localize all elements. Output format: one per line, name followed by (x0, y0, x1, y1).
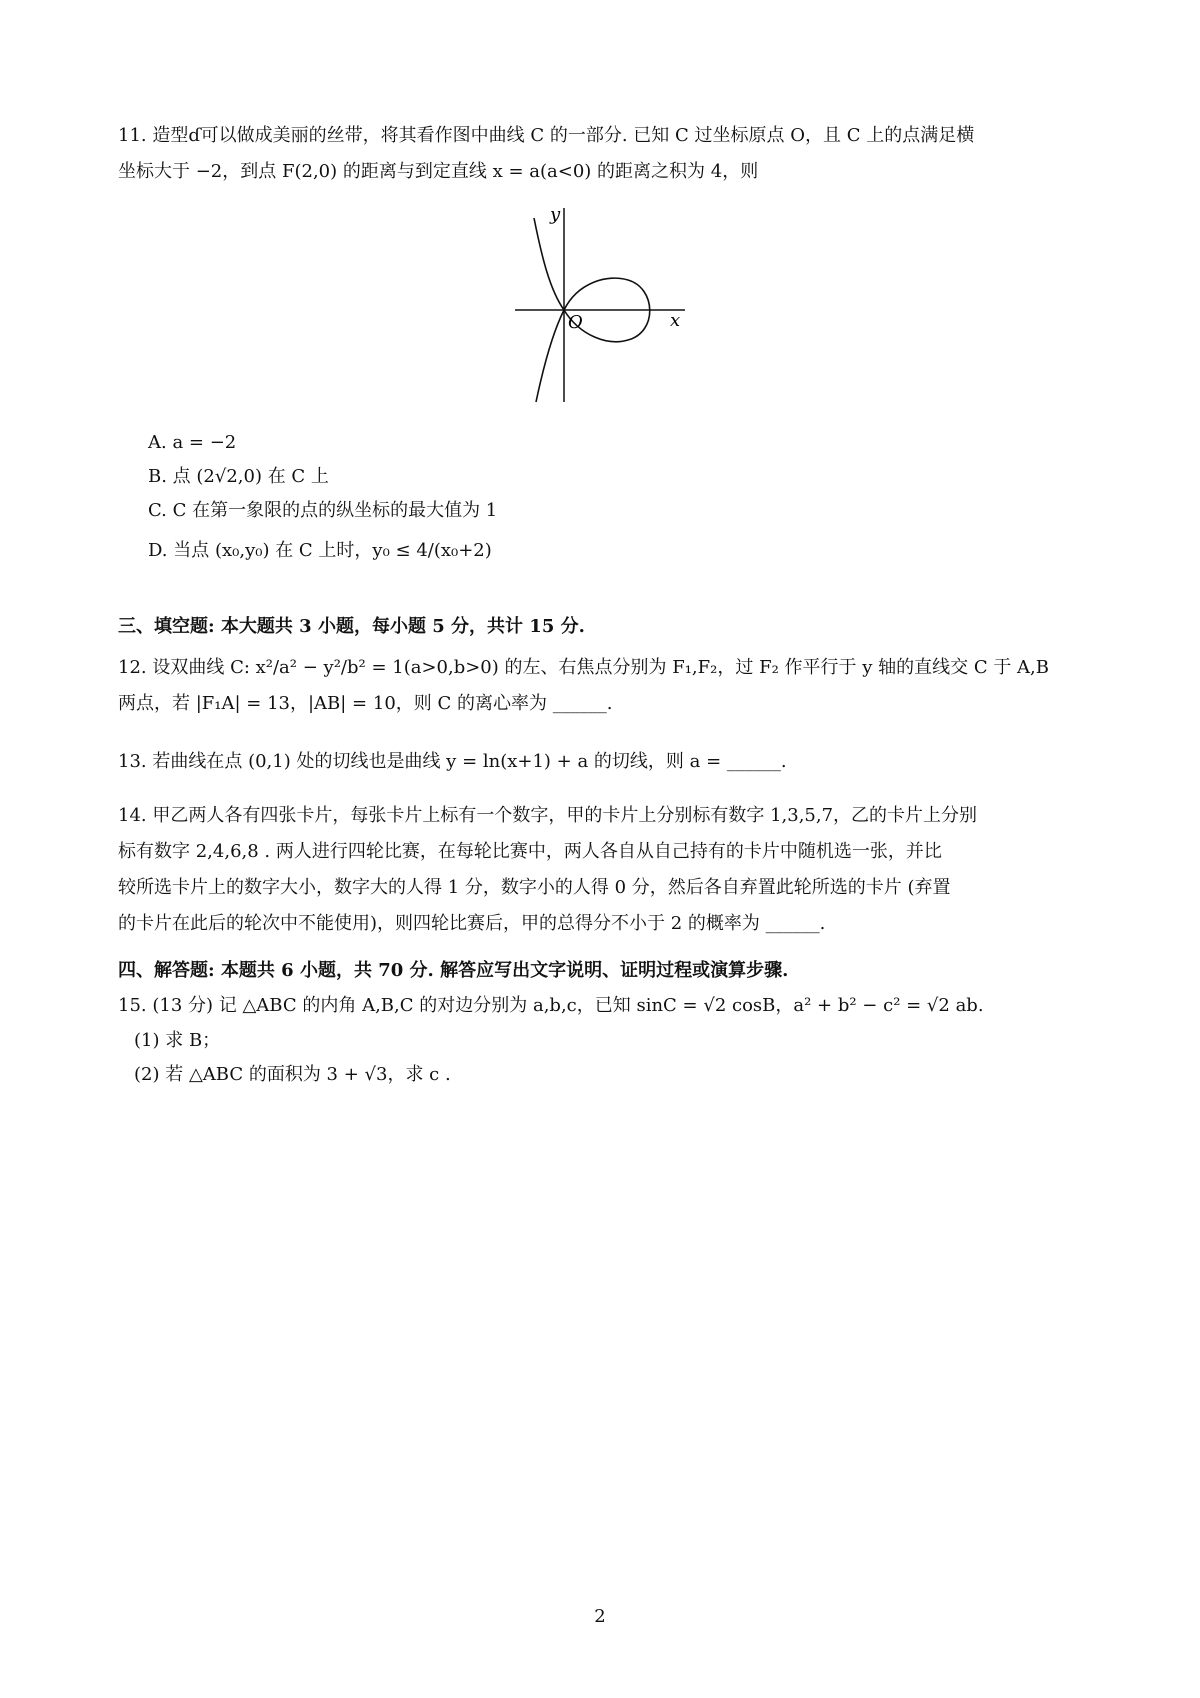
question-14-line-4: 的卡片在此后的轮次中不能使用)，则四轮比赛后，甲的总得分不小于 2 的概率为 ______. (118, 913, 826, 934)
question-14 (118, 798, 1098, 942)
option-c: C. C 在第一象限的点的纵坐标的最大值为 1 (148, 500, 498, 521)
question-11 (118, 118, 1098, 190)
question-11-line-2: 坐标大于 −2，到点 F(2,0) 的距离与到定直线 x = a(a<0) 的距离之积为 4，则 (118, 161, 759, 182)
y-axis-label: y (550, 204, 561, 225)
option-a: A. a = −2 (148, 432, 237, 453)
question-11-line-1: 11. 造型ɗ可以做成美丽的丝带，将其看作图中曲线 C 的一部分. 已知 C 过坐标原点 O，且 C 上的点满足横 (118, 125, 975, 146)
option-b: B. 点 (2√2,0) 在 C 上 (148, 466, 329, 487)
section-3-heading: 三、填空题: 本大题共 3 小题，每小题 5 分，共计 15 分. (118, 616, 585, 637)
curve-figure (500, 196, 700, 406)
question-13: 13. 若曲线在点 (0,1) 处的切线也是曲线 y = ln(x+1) + a 的切线，则 a = ______. (118, 751, 787, 772)
question-12-line-1: 12. 设双曲线 C: x²/a² − y²/b² = 1(a>0,b>0) 的左、右焦点分别为 F₁,F₂，过 F₂ 作平行于 y 轴的直线交 C 于 A,B (118, 657, 1050, 678)
question-15: 15. (13 分) 记 △ABC 的内角 A,B,C 的对边分别为 a,b,c，已知 sinC = √2 cosB，a² + b² − c² = √2 ab. (118, 995, 984, 1016)
origin-label: O (568, 312, 583, 333)
question-15-part-2: (2) 若 △ABC 的面积为 3 + √3，求 c . (134, 1064, 451, 1085)
option-d: D. 当点 (x₀,y₀) 在 C 上时，y₀ ≤ 4/(x₀+2) (148, 540, 492, 561)
question-14-line-2: 标有数字 2,4,6,8 . 两人进行四轮比赛，在每轮比赛中，两人各自从自己持有的卡片中随机选一张，并比 (118, 841, 942, 862)
x-axis-label: x (670, 310, 681, 331)
page-number: 2 (594, 1606, 606, 1627)
question-12 (118, 650, 1098, 722)
section-4-heading: 四、解答题: 本题共 6 小题，共 70 分. 解答应写出文字说明、证明过程或演算步骤. (118, 960, 789, 981)
question-14-line-1: 14. 甲乙两人各有四张卡片，每张卡片上标有一个数字，甲的卡片上分别标有数字 1,3,5,7，乙的卡片上分别 (118, 805, 978, 826)
question-14-line-3: 较所选卡片上的数字大小，数字大的人得 1 分，数字小的人得 0 分，然后各自弃置此轮所选的卡片 (弃置 (118, 877, 951, 898)
question-15-part-1: (1) 求 B； (134, 1030, 221, 1051)
question-12-line-2: 两点，若 |F₁A| = 13，|AB| = 10，则 C 的离心率为 ______. (118, 693, 613, 714)
